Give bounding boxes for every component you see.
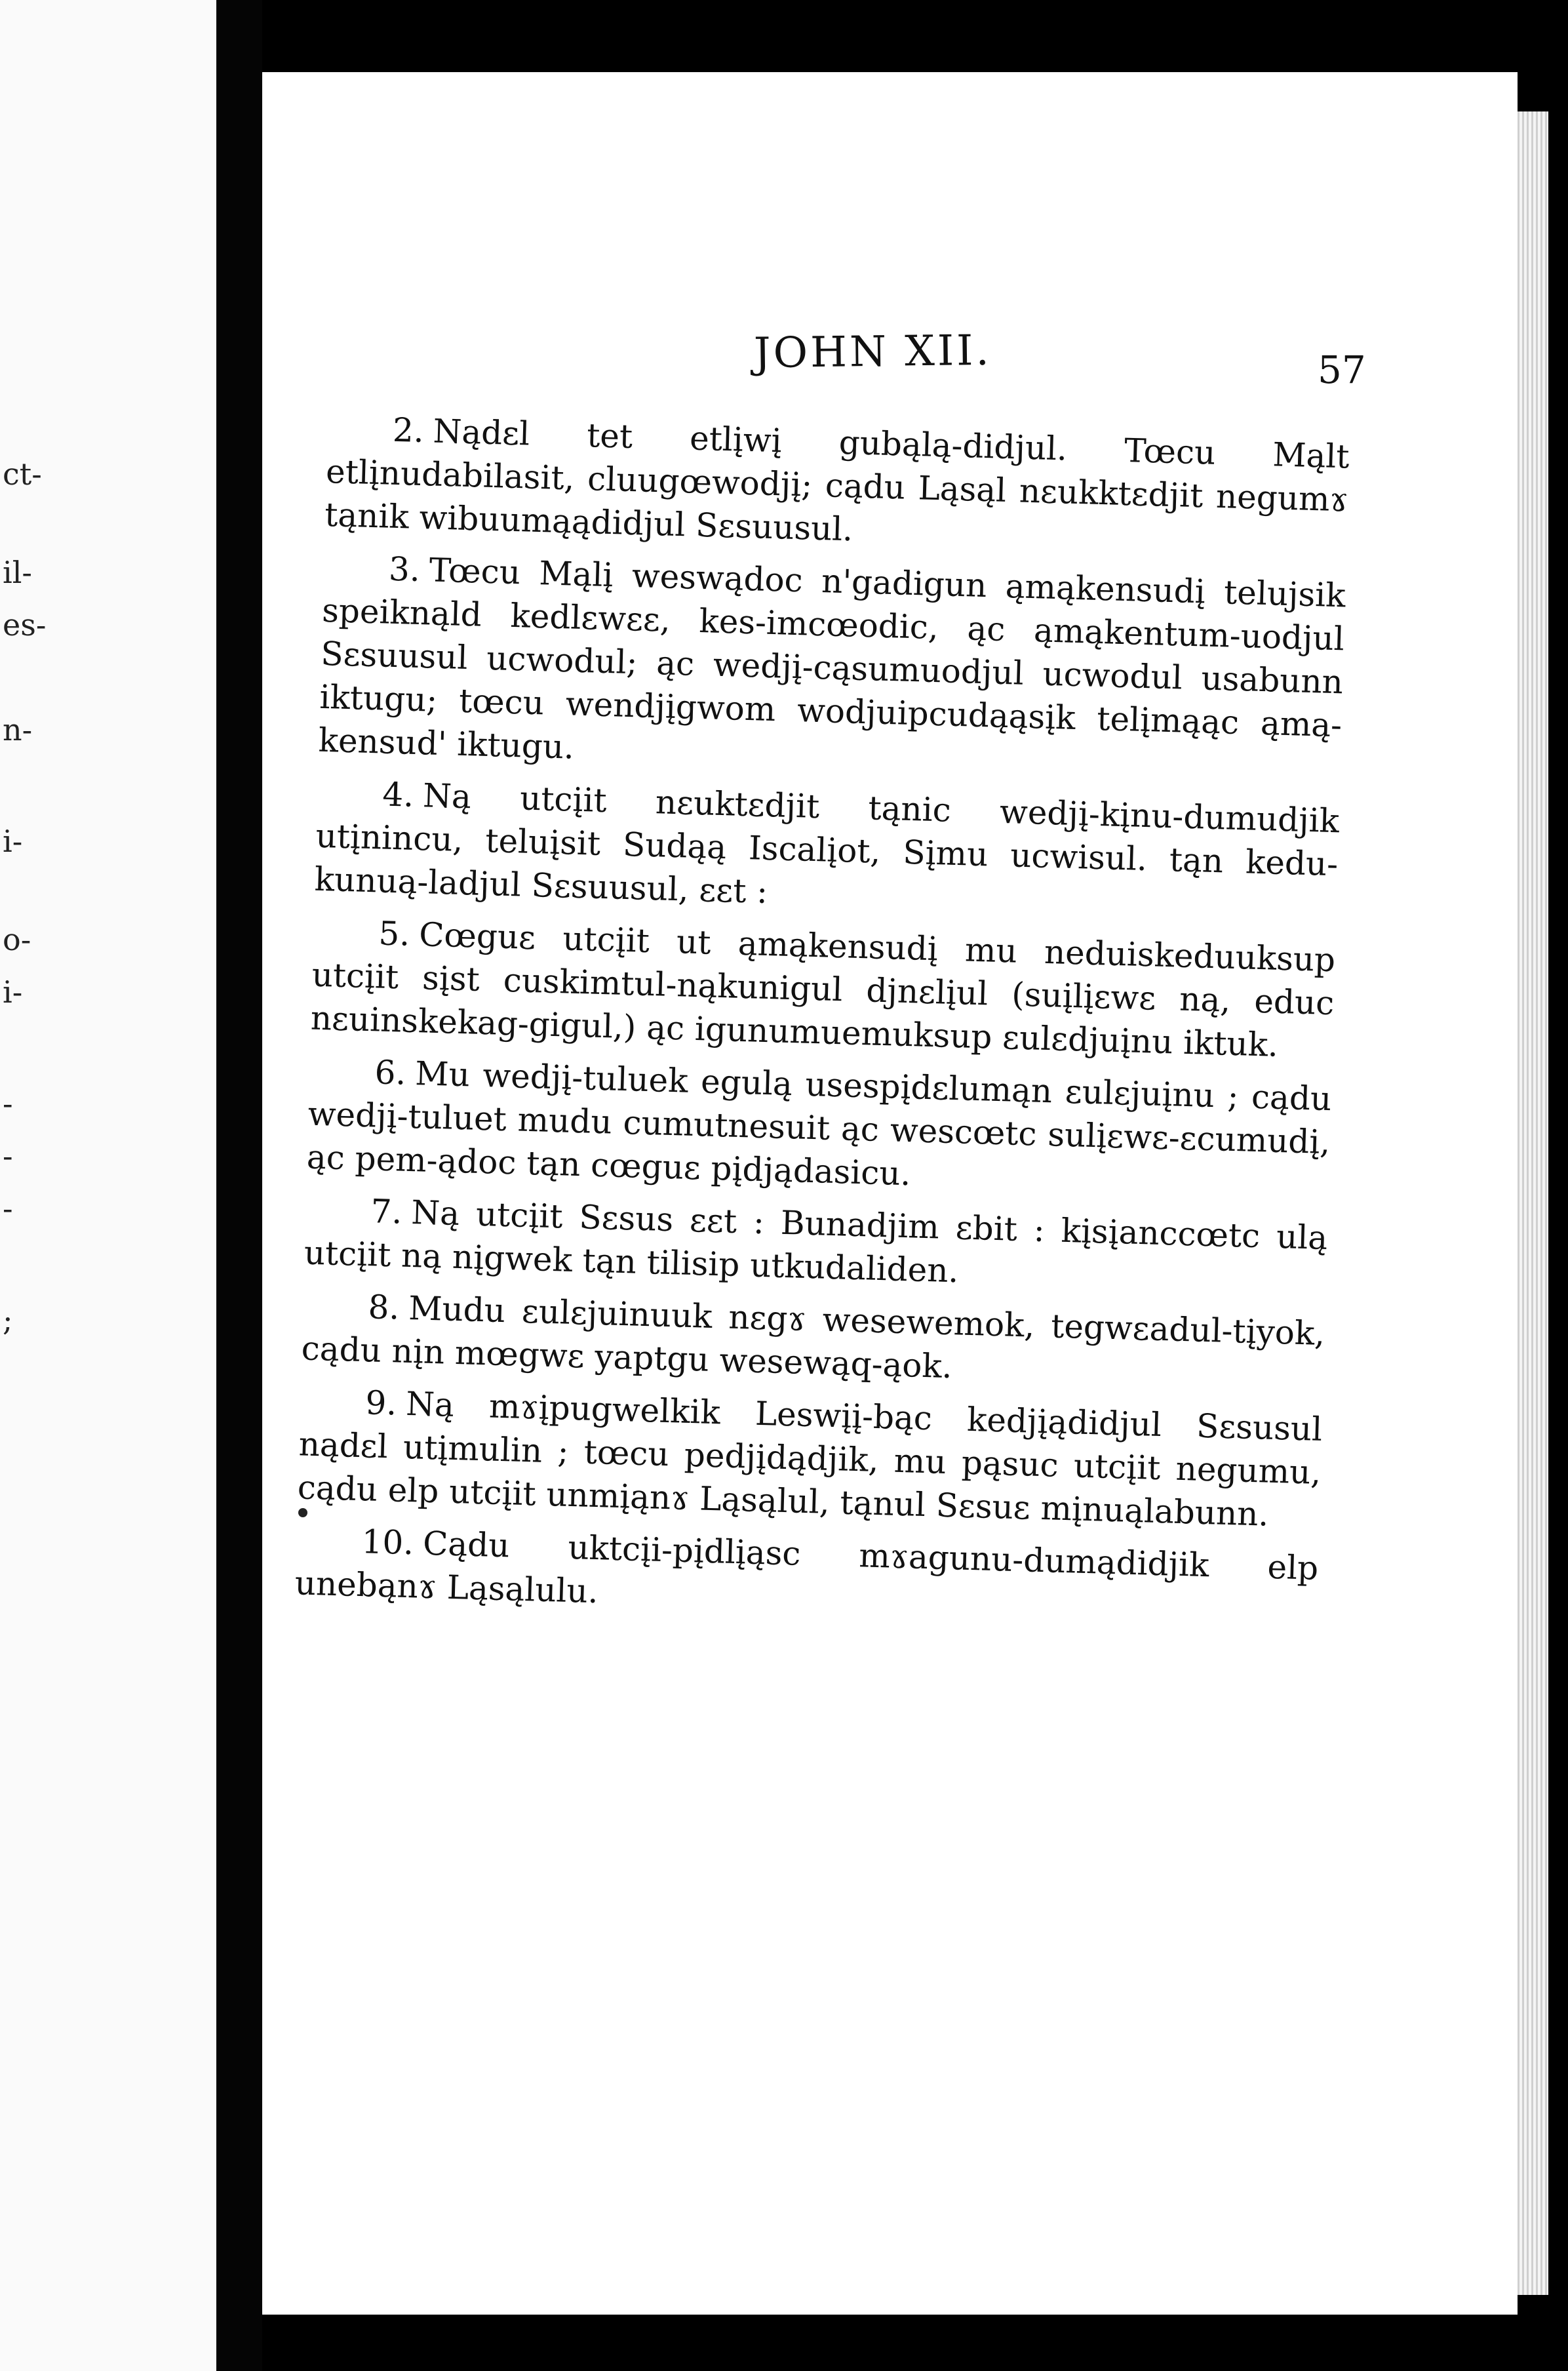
verse-7 — [304, 1188, 1328, 1304]
verse-4 — [314, 771, 1340, 929]
page-number: 57 — [1318, 348, 1366, 392]
fragment: ct- — [3, 456, 42, 492]
book-gutter — [216, 0, 262, 2371]
verse-3 — [318, 546, 1346, 790]
verse-text: Nądɛl tet etlįwį gubąlą-didjul. Tœcu Mąlt etlįnudabilasit, cluugœwodjį; cądu Ląsąl nɛukktɛdjit negumɤ tąnik wibuumąądidjul Sɛsuusul. — [324, 412, 1350, 549]
fragment: il- — [3, 555, 32, 590]
verse-number: 5. — [378, 914, 411, 953]
page-edges — [1518, 111, 1548, 2295]
verse-number: 8. — [367, 1288, 401, 1327]
fragment: ; — [3, 1302, 13, 1338]
verse-number: 9. — [364, 1384, 398, 1423]
verse-number: 6. — [374, 1053, 407, 1092]
verse-number: 3. — [388, 549, 421, 589]
verse-text: Mudu ɛulɛjuinuuk nɛgɤ wesewemok, tegwɛadul-tįyok, cądu nįn mœgwɛ yaptgu wesewąq-ąok. — [301, 1288, 1325, 1386]
verse-number: 10. — [361, 1523, 414, 1563]
fragment: i- — [3, 824, 23, 859]
fragment: i- — [3, 974, 23, 1010]
verse-number: 7. — [370, 1192, 403, 1231]
fragment: - — [3, 1086, 13, 1121]
verse-8 — [301, 1283, 1325, 1399]
fragment: es- — [3, 607, 47, 643]
verse-text: Ną utcįit Sɛsus ɛɛt : Bunadjim ɛbit : kįsįanccœtc ulą utcįit ną nįgwek tąn tilisip utkudaliden. — [304, 1193, 1328, 1290]
verse-text-block — [294, 407, 1350, 1643]
verse-number: 2. — [392, 410, 425, 450]
running-header: JOHN XII. — [753, 326, 992, 378]
facing-page-left — [0, 0, 216, 2371]
verse-text: Ną mɤįpugwelkik Leswįį-bąc kedjįądidjul Sɛsusul nądɛl utįmulin ; tœcu pedjįdądjik, mu pąsuc utcįit negumu, cądu elp utcįit unmįąnɤ Ląsąlul, tąnul Sɛsuɛ mįnuąlabunn. — [297, 1384, 1323, 1534]
verse-text: Cądu uktcįi-pįdlįąsc mɤagunu-dumądidjik elp unebąnɤ Ląsąlulu. — [294, 1524, 1319, 1611]
fragment: - — [3, 1138, 13, 1174]
verse-text: Tœcu Mąlį weswądoc n'gadigun ąmąkensudį telujsik speiknąld kedlɛwɛɛ, kes-imcœodic, ąc ąmąkentum-uodjul Sɛsuusul ucwodul; ąc wedjį-cąsumuodjul ucwodul usabunn iktugu; tœcu wendjįgwom wodjuipcudąąsįk telįmąąc ąmą-kensud' iktugu. — [317, 551, 1346, 767]
fragment: o- — [3, 922, 31, 957]
verse-2 — [324, 407, 1350, 565]
fragment: n- — [3, 712, 33, 747]
verse-text: Ną utcįit nɛuktɛdjit tąnic wedjį-kįnu-dumudjik utįnincu, teluįsit Sudąą Iscalįot, Sįmu ucwisul. tąn kedu-kunuą-ladjul Sɛsuusul, ɛɛt : — [314, 776, 1340, 911]
verse-text: Cœguɛ utcįit ut ąmąkensudį mu neduiskeduuksup utcįit sįst cuskimtul-nąkunigul djnɛlįul (suįlįɛwɛ ną, educ nɛuinskekag-gigul,) ąc igunumuemuksup ɛulɛdjuįnu iktuk. — [310, 915, 1336, 1064]
verse-9 — [297, 1379, 1323, 1537]
fragment: - — [3, 1191, 13, 1226]
verse-6 — [306, 1049, 1332, 1207]
verse-text: Mu wedjį-tuluek egulą usespįdɛlumąn ɛulɛjuįnu ; cądu wedjį-tuluet mudu cumutnesuit ąc wescœtc sulįɛwɛ-ɛcumudį, ąc pem-ądoc tąn cœguɛ pįdjądasicu. — [306, 1054, 1332, 1193]
verse-5 — [310, 910, 1336, 1068]
verse-10 — [294, 1518, 1319, 1633]
verse-number: 4. — [382, 775, 415, 814]
